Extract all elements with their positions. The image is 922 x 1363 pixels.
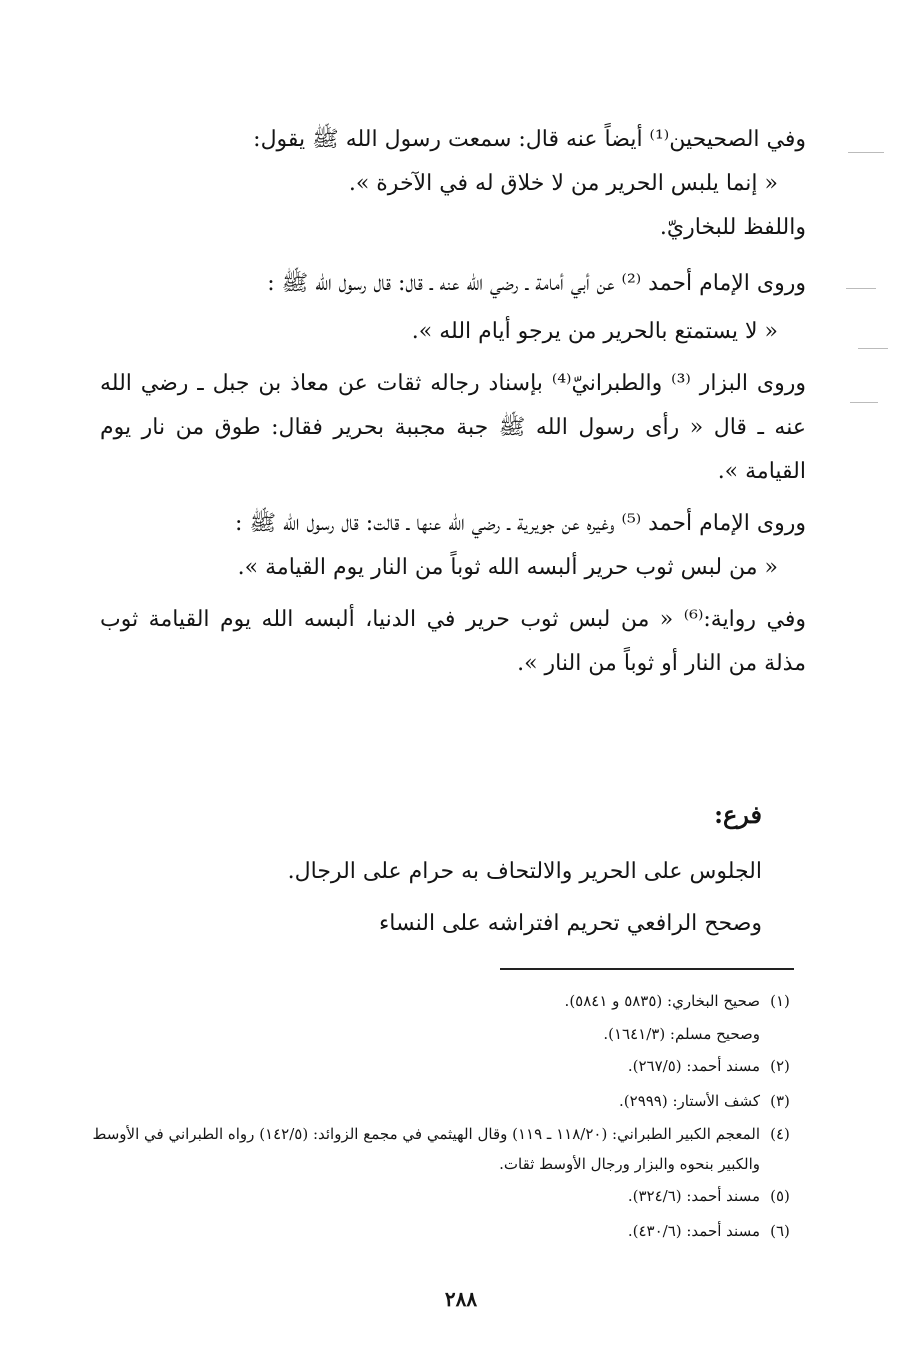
paragraph-2: « إنما يلبس الحرير من لا خلاق له في الآخرة ». xyxy=(348,171,778,196)
footnote-number: (٥) xyxy=(770,1187,790,1205)
paragraph-8: « من لبس ثوب حرير ألبسه الله ثوباً من النار يوم القيامة ». xyxy=(237,555,778,580)
footnote-text: مسند أحمد: (٢٦٧/٥). xyxy=(627,1057,760,1075)
paragraph-10: الجلوس على الحرير والالتحاف به حرام على الرجال. xyxy=(287,859,762,884)
margin-mark xyxy=(848,152,884,153)
footnotes xyxy=(92,984,804,1249)
margin-mark xyxy=(858,348,888,349)
paragraph-1: وفي الصحيحين⁽¹⁾ أيضاً عنه قال: سمعت رسول الله ﷺ يقول: xyxy=(253,127,806,152)
footnote-number: (٣) xyxy=(770,1092,790,1110)
footnote-5 xyxy=(92,1179,804,1214)
footnote-number: (٤) xyxy=(770,1125,790,1143)
footnote-number: (٢) xyxy=(770,1057,790,1075)
section-text xyxy=(100,850,806,946)
footnote-text: مسند أحمد: (٤٣٠/٦). xyxy=(627,1222,760,1240)
footnote-text: كشف الأستار: (٢٩٩٩). xyxy=(619,1092,760,1110)
paragraph-9: وفي رواية:⁽⁶⁾ « من لبس ثوب حرير في الدنيا، ألبسه الله يوم القيامة ثوب مذلة من النار أو ثوباً من النار ». xyxy=(100,607,806,676)
footnote-separator xyxy=(500,968,794,970)
paragraph-7: وروى الإمام أحمد ⁽⁵⁾ وغيره عن جويرية ـ رضي الله عنها ـ قالت: قال رسول الله ﷺ : xyxy=(235,511,806,536)
footnote-number: (١) xyxy=(770,992,790,1010)
paragraph-5: « لا يستمتع بالحرير من يرجو أيام الله ». xyxy=(411,319,778,344)
margin-mark xyxy=(846,288,876,289)
footnote-4 xyxy=(92,1119,804,1179)
footnote-text: مسند أحمد: (٣٢٤/٦). xyxy=(627,1187,760,1205)
paragraph-6: وروى البزار ⁽³⁾ والطبرانيّ⁽⁴⁾ بإسناد رجاله ثقات عن معاذ بن جبل ـ رضي الله عنه ـ قال « رأى رسول الله ﷺ جبة مجببة بحرير فقال: طوق من نار يوم القيامة ». xyxy=(100,371,806,484)
page-number: ٢٨٨ xyxy=(444,1287,478,1311)
main-text xyxy=(100,118,806,686)
footnote-number: (٦) xyxy=(770,1222,790,1240)
footnote-text: صحيح البخاري: (٥٨٣٥ و ٥٨٤١). xyxy=(564,992,760,1010)
footnote-continuation: وصحيح مسلم: (١٦٤١/٣). xyxy=(603,1025,760,1043)
section-heading: فرع: xyxy=(714,800,762,829)
footnote-1 xyxy=(92,984,804,1049)
footnote-2 xyxy=(92,1049,804,1084)
footnote-6 xyxy=(92,1214,804,1249)
paragraph-11: وصحح الرافعي تحريم افتراشه على النساء xyxy=(378,911,762,936)
footnote-3 xyxy=(92,1084,804,1119)
margin-mark xyxy=(850,402,878,403)
paragraph-4: وروى الإمام أحمد ⁽²⁾ عن أبي أمامة ـ رضي الله عنه ـ قال: قال رسول الله ﷺ : xyxy=(267,271,806,296)
footnote-text: المعجم الكبير الطبراني: (١١٨/٢٠ ـ ١١٩) وقال الهيثمي في مجمع الزوائد: (١٤٢/٥) رواه الطبراني في الأوسط والكبير بنحوه والبزار ورجال الأوسط ثقات. xyxy=(92,1125,760,1173)
paragraph-3: واللفظ للبخاريّ. xyxy=(659,215,806,240)
